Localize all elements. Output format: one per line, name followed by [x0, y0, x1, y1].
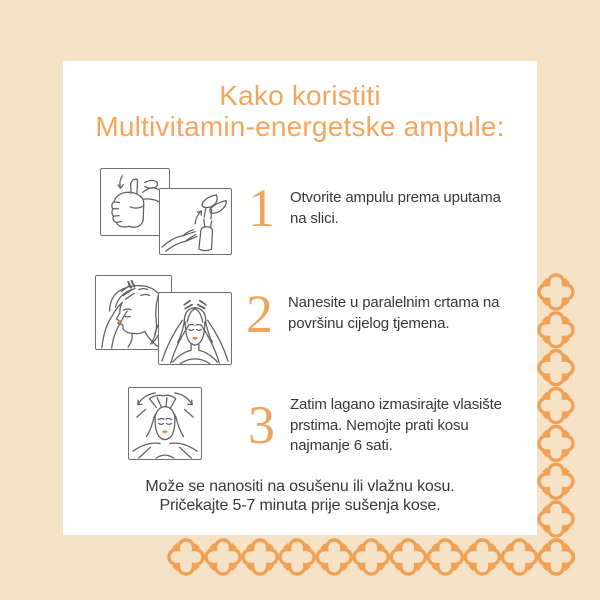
footer-line-1: Može se nanositi na osušenu ili vlažnu kosu.	[145, 478, 455, 495]
footer-note	[63, 478, 537, 515]
quatrefoil-pattern-horizontal	[166, 537, 578, 578]
title-line-1: Kako koristiti	[219, 80, 381, 111]
title-line-2: Multivitamin-energetske ampule:	[95, 111, 505, 142]
step-1-text-line-2: na slici.	[290, 209, 339, 227]
page-title	[63, 80, 537, 142]
step-1-text	[290, 188, 540, 229]
step-3-text	[290, 395, 542, 457]
step-2-text	[288, 293, 540, 334]
step-3-text-line-1: Zatim lagano izmasirajte vlasište	[290, 396, 502, 413]
scalp-massage-illustration	[128, 387, 202, 460]
apply-front-illustration	[158, 292, 232, 365]
footer-line-2: Pričekajte 5-7 minuta prije sušenja kose.	[159, 496, 441, 514]
step-1-text-line-1: Otvorite ampulu prema uputama	[290, 189, 501, 206]
ampoule-snap-illustration	[159, 188, 232, 255]
step-3-text-line-3: najmanje 6 sati.	[290, 437, 393, 454]
step-2-text-line-1: Nanesite u paralelnim crtama na	[288, 294, 500, 311]
step-3-text-line-2: prstima. Nemojte prati kosu	[290, 416, 469, 434]
step-2-number: 2	[246, 284, 273, 344]
quatrefoil-pattern-vertical	[536, 272, 577, 578]
step-3-number: 3	[248, 395, 275, 455]
step-2-text-line-2: površinu cijelog tjemena.	[288, 314, 450, 332]
step-1-number: 1	[248, 178, 275, 238]
instruction-card	[63, 61, 537, 535]
